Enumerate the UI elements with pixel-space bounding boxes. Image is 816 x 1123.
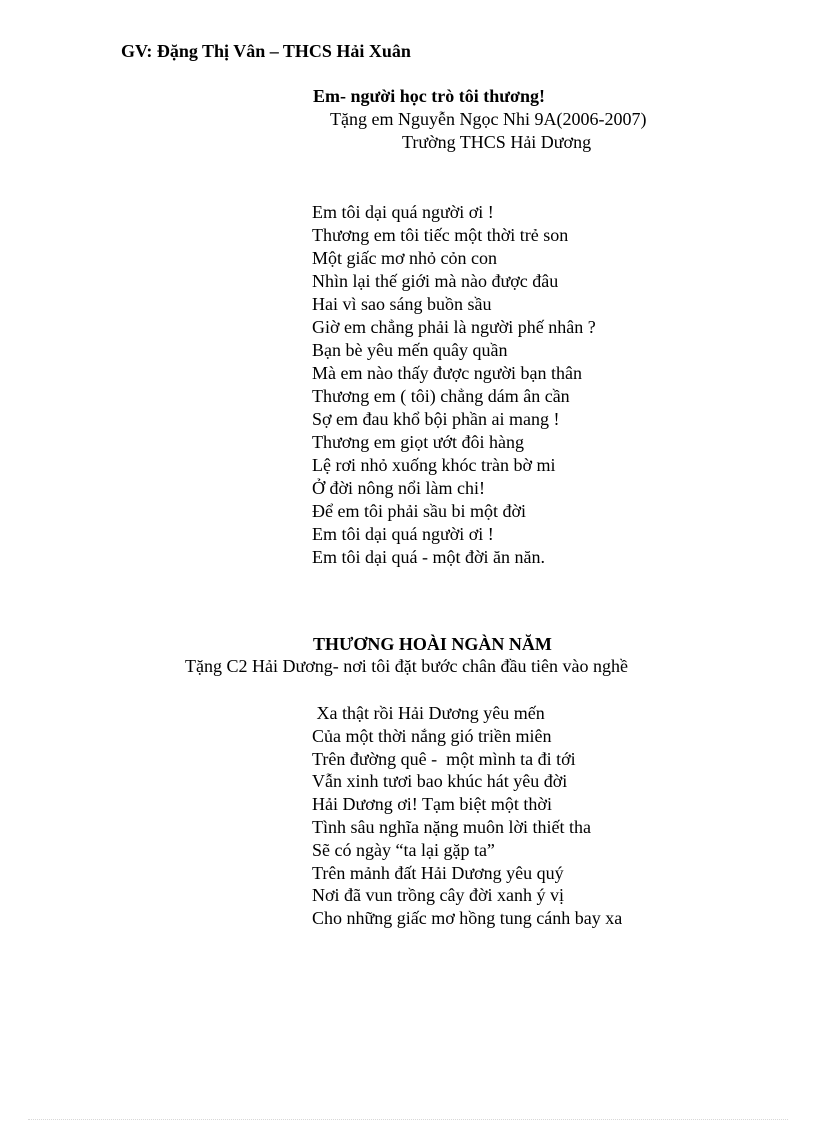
page-header: GV: Đặng Thị Vân – THCS Hải Xuân (121, 41, 411, 61)
poem-line: Hải Dương ơi! Tạm biệt một thời (312, 794, 552, 815)
poem-line: Để em tôi phải sầu bi một đời (312, 501, 526, 521)
poem-line: Ở đời nông nổi làm chi! (312, 478, 485, 498)
poem-line: Cho những giấc mơ hồng tung cánh bay xa (312, 908, 623, 929)
poem2-title: THƯƠNG HOÀI NGÀN NĂM (313, 634, 552, 654)
poem-line: Nơi đã vun trồng cây đời xanh ý vị (312, 885, 564, 906)
poem-line: Sẽ có ngày “ta lại gặp ta” (312, 839, 495, 860)
poem-line: Bạn bè yêu mến quây quần (312, 340, 508, 360)
poem-line: Em tôi dại quá người ơi ! (312, 524, 494, 544)
poem-line: Xa thật rồi Hải Dương yêu mến (312, 703, 545, 723)
poem-line: Trên mảnh đất Hải Dương yêu quý (312, 862, 564, 883)
poem1-title: Em- người học trò tôi thương! (313, 86, 546, 106)
poem-line: Thương em tôi tiếc một thời trẻ son (312, 225, 569, 245)
poem-line: Em tôi dại quá người ơi ! (312, 202, 494, 222)
poem-line: Mà em nào thấy được người bạn thân (312, 363, 582, 383)
poem-line: Thương em giọt ướt đôi hàng (312, 432, 525, 452)
poem-line: Vẫn xinh tươi bao khúc hát yêu đời (312, 771, 568, 792)
poem1-school: Trường THCS Hải Dương (402, 132, 592, 152)
poem-line: Thương em ( tôi) chẳng dám ân cần (312, 386, 570, 406)
poem-line: Giờ em chẳng phải là người phế nhân ? (312, 317, 596, 337)
poem-line: Hai vì sao sáng buồn sầu (312, 294, 492, 314)
poem-line: Của một thời nắng gió triền miên (312, 725, 552, 746)
poem1-body (312, 201, 596, 569)
poem-line: Em tôi dại quá - một đời ăn năn. (312, 547, 545, 567)
poem1-dedication: Tặng em Nguyễn Ngọc Nhi 9A(2006-2007) (330, 109, 647, 129)
page-bottom-divider (28, 1119, 788, 1120)
poem-line: Lệ rơi nhỏ xuống khóc tràn bờ mi (312, 455, 556, 475)
poem2-dedication: Tặng C2 Hải Dương- nơi tôi đặt bước chân đầu tiên vào nghề (185, 656, 628, 676)
poem-line: Một giấc mơ nhỏ cỏn con (312, 248, 497, 268)
poem-line: Nhìn lại thế giới mà nào được đâu (312, 271, 559, 291)
poem-line: Sợ em đau khổ bội phần ai mang ! (312, 409, 560, 429)
poem-line: Tình sâu nghĩa nặng muôn lời thiết tha (312, 816, 591, 837)
poem2-body (312, 702, 622, 930)
poem-line: Trên đường quê - một mình ta đi tới (312, 748, 576, 769)
